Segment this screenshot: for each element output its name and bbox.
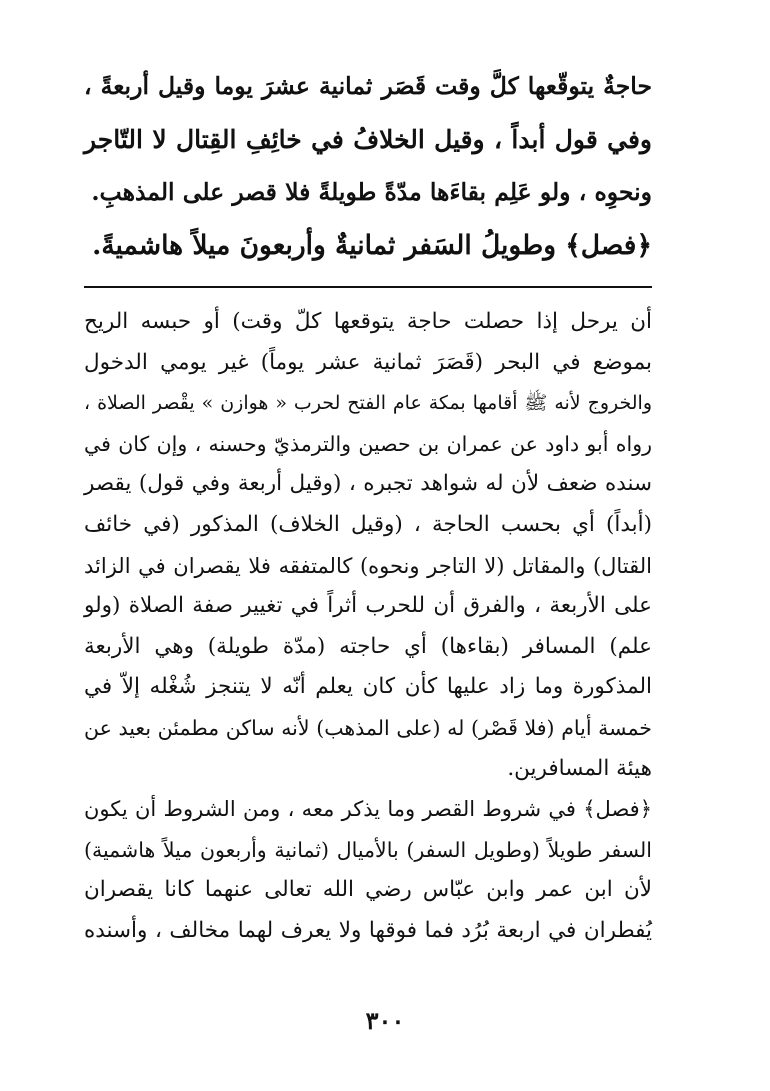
commentary-line: أن يرحل إذا حصلت حاجة يتوقعها كلّ وقت) أو حبسه الريح <box>84 309 652 334</box>
commentary-line: هيئة المسافرين. <box>507 755 652 781</box>
matn-line: ﴿فصل﴾ وطويلُ السَفر ثمانيةٌ وأربعونَ ميلاً هاشميةً. <box>92 230 652 261</box>
commentary-text-block <box>84 302 652 952</box>
commentary-line: على الأربعة ، والفرق أن للحرب أثراً في تغيير صفة الصلاة (ولو <box>84 593 652 619</box>
matn-line: ونحوِه ، ولو عَلِم بقاءَها مدّةً طويلةً فلا قصر على المذهبِ. <box>91 178 652 206</box>
commentary-line: ﴿فصل﴾ في شروط القصر وما يذكر معه ، ومن الشروط أن يكون <box>84 797 652 822</box>
matn-line: حاجةٌ يتوقّعها كلَّ وقت قَصَر ثمانية عشرَ يوما وقيل أربعةً ، <box>84 72 652 100</box>
commentary-line: سنده ضعف لأن له شواهد تجبره ، (وقيل أربعة وفي قول) يقصر <box>84 471 652 497</box>
commentary-line: السفر طويلاً (وطويل السفر) بالأميال (ثمانية وأربعون ميلاً هاشمية) <box>84 837 652 862</box>
matn-text-block <box>84 60 652 272</box>
matn-line: وفي قول أبداً ، وقيل الخلافُ في خائِفِ القِتال لا التّاجر <box>84 125 652 154</box>
commentary-line: يُفطران في اربعة بُرُد فما فوقها ولا يعرف لهما مخالف ، وأسنده <box>84 917 652 943</box>
commentary-line: لأن ابن عمر وابن عبّاس رضي الله تعالى عنهما كانا يقصران <box>84 877 652 903</box>
commentary-line: القتال) والمقاتل (لا التاجر ونحوه) كالمتفقه فلا يقصران في الزائد <box>84 553 652 578</box>
section-divider <box>84 286 652 288</box>
commentary-line: (أبداً) أي بحسب الحاجة ، (وقيل الخلاف) المذكور (في خائف <box>84 511 652 537</box>
commentary-line: علم) المسافر (بقاءها) أي حاجته (مدّة طويلة) وهي الأربعة <box>84 633 652 659</box>
commentary-line: بموضع في البحر (قَصَرَ ثمانية عشر يوماً) غير يومي الدخول <box>84 349 652 375</box>
book-page <box>84 60 652 952</box>
commentary-line: خمسة أيام (فلا قَصْر) له (على المذهب) لأنه ساكن مطمئن بعيد عن <box>84 715 652 740</box>
commentary-line: والخروج لأنه ﷺ أقامها بمكة عام الفتح لحرب « هوازن » يقْصر الصلاة ، <box>84 392 652 415</box>
commentary-line: رواه أبو داود عن عمران بن حصين والترمذيّ وحسنه ، وإن كان في <box>84 431 652 456</box>
page-number: ٣٠٠ <box>365 1006 405 1035</box>
commentary-line: المذكورة وما زاد عليها كأن كان يعلم أنّه لا يتنجز شُغْله إلاّ في <box>84 674 652 700</box>
